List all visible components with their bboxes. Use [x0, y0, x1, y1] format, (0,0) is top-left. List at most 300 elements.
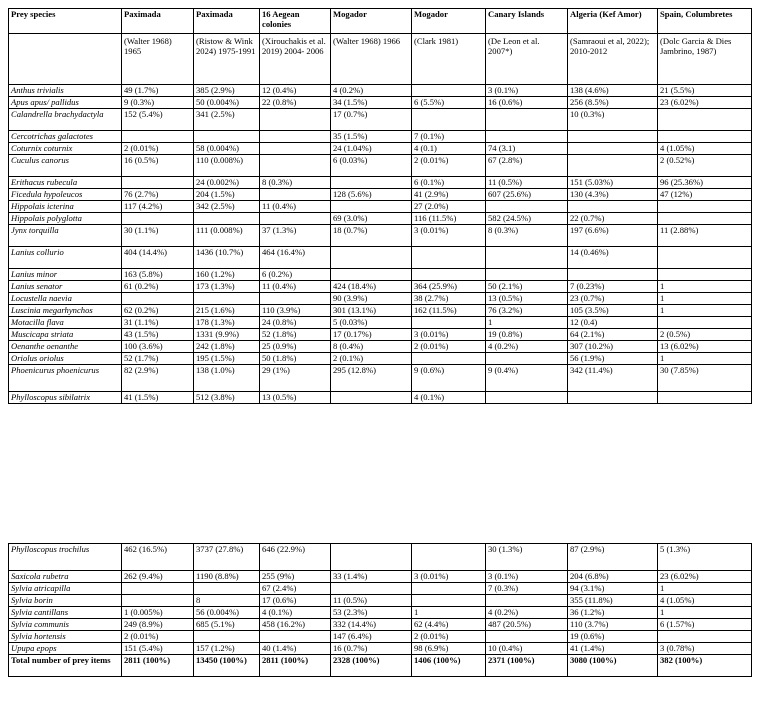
table-row: [9, 143, 752, 155]
prey-count: [194, 293, 260, 305]
prey-count: 4 (1.05%): [658, 143, 752, 155]
totals-label: Total number of prey items: [9, 655, 122, 677]
species-name: Phylloscopus trochilus: [9, 544, 122, 571]
prey-count: [658, 201, 752, 213]
prey-count: 40 (1.4%): [260, 643, 331, 655]
prey-count: [486, 595, 568, 607]
prey-count: 162 (11.5%): [412, 305, 486, 317]
prey-count: [412, 269, 486, 281]
prey-count: 30 (1.1%): [122, 225, 194, 247]
prey-count: 173 (1.3%): [194, 281, 260, 293]
prey-count: 6 (5.5%): [412, 97, 486, 109]
prey-count: [331, 201, 412, 213]
prey-count: [412, 353, 486, 365]
table-row: [9, 131, 752, 143]
total-count: 2328 (100%): [331, 655, 412, 677]
table-row: [9, 571, 752, 583]
prey-count: 76 (2.7%): [122, 189, 194, 201]
prey-count: 3 (0.1%): [486, 571, 568, 583]
prey-count: 342 (2.5%): [194, 201, 260, 213]
prey-count: 110 (3.7%): [568, 619, 658, 631]
prey-count: 16 (0.7%): [331, 643, 412, 655]
prey-count: 29 (1%): [260, 365, 331, 392]
prey-count: [658, 631, 752, 643]
prey-count: [331, 177, 412, 189]
table-row: [9, 317, 752, 329]
table-row: [9, 583, 752, 595]
prey-count: [122, 131, 194, 143]
prey-count: [260, 631, 331, 643]
prey-count: 30 (7.85%): [658, 365, 752, 392]
prey-count: [658, 247, 752, 269]
prey-count: 128 (5.6%): [331, 189, 412, 201]
species-name: Apus apus/ pallidus: [9, 97, 122, 109]
table-row: [9, 595, 752, 607]
species-name: Sylvia atricapilla: [9, 583, 122, 595]
prey-count: 151 (5.4%): [122, 643, 194, 655]
prey-count: 69 (3.0%): [331, 213, 412, 225]
species-name: Ficedula hypoleucos: [9, 189, 122, 201]
prey-count: 16 (0.5%): [122, 155, 194, 177]
prey-count: 364 (25.9%): [412, 281, 486, 293]
prey-count: [658, 317, 752, 329]
prey-count: 37 (1.3%): [260, 225, 331, 247]
total-count: 382 (100%): [658, 655, 752, 677]
prey-count: 22 (0.7%): [568, 213, 658, 225]
species-name: Hippolais polyglotta: [9, 213, 122, 225]
prey-count: [658, 392, 752, 404]
prey-count: 301 (13.1%): [331, 305, 412, 317]
prey-count: 6 (1.57%): [658, 619, 752, 631]
prey-count: 10 (0.3%): [568, 109, 658, 131]
prey-count: 262 (9.4%): [122, 571, 194, 583]
prey-count: 4 (0.2%): [331, 85, 412, 97]
table-row: [9, 619, 752, 631]
column-header: Paximada: [194, 9, 260, 34]
prey-count: [412, 595, 486, 607]
prey-count: 2 (0.01%): [122, 631, 194, 643]
prey-count: 163 (5.8%): [122, 269, 194, 281]
prey-count: 7 (0.1%): [412, 131, 486, 143]
prey-count: 50 (0.004%): [194, 97, 260, 109]
header-row: [9, 9, 752, 34]
prey-count: [260, 155, 331, 177]
prey-count: 13 (0.5%): [260, 392, 331, 404]
table-row: [9, 544, 752, 571]
prey-count: 512 (3.8%): [194, 392, 260, 404]
table-row: [9, 607, 752, 619]
prey-count: 1: [658, 583, 752, 595]
prey-count: 13 (0.5%): [486, 293, 568, 305]
column-citation: (Dolc Garcia & Dies Jambrino, 1987): [658, 34, 752, 85]
species-name: Phoenicurus phoenicurus: [9, 365, 122, 392]
prey-count: 52 (1.7%): [122, 353, 194, 365]
prey-count: 1190 (8.8%): [194, 571, 260, 583]
prey-count: 38 (2.7%): [412, 293, 486, 305]
prey-count: 4 (0.1): [412, 143, 486, 155]
column-citation: (Samraoui et al, 2022); 2010-2012: [568, 34, 658, 85]
prey-count: 3 (0.1%): [486, 85, 568, 97]
prey-count: 255 (9%): [260, 571, 331, 583]
prey-count: 2 (0.5%): [658, 329, 752, 341]
column-citation: (De Leon et al. 2007*): [486, 34, 568, 85]
prey-count: 607 (25.6%): [486, 189, 568, 201]
table-row: [9, 341, 752, 353]
prey-count: [260, 213, 331, 225]
prey-count: [568, 392, 658, 404]
prey-count: 6 (0.1%): [412, 177, 486, 189]
total-count: 13450 (100%): [194, 655, 260, 677]
prey-count: 50 (2.1%): [486, 281, 568, 293]
prey-count: [412, 544, 486, 571]
prey-count: [122, 583, 194, 595]
prey-count: [412, 317, 486, 329]
prey-count: 14 (0.46%): [568, 247, 658, 269]
prey-count: [412, 109, 486, 131]
prey-count: [260, 189, 331, 201]
prey-count: 41 (1.5%): [122, 392, 194, 404]
prey-count: [658, 213, 752, 225]
prey-count: 582 (24.5%): [486, 213, 568, 225]
prey-count: 332 (14.4%): [331, 619, 412, 631]
totals-row: [9, 655, 752, 677]
prey-table-part-2: [8, 543, 752, 677]
table-row: [9, 305, 752, 317]
prey-count: 67 (2.4%): [260, 583, 331, 595]
prey-count: [486, 269, 568, 281]
prey-count: 47 (12%): [658, 189, 752, 201]
prey-count: 64 (2.1%): [568, 329, 658, 341]
column-citation: (Ristow & Wink 2024) 1975-1991: [194, 34, 260, 85]
prey-count: 464 (16.4%): [260, 247, 331, 269]
column-header: Algeria (Kef Amor): [568, 9, 658, 34]
prey-count: 3 (0.01%): [412, 329, 486, 341]
column-header: 16 Aegean colonies: [260, 9, 331, 34]
prey-count: 3737 (27.8%): [194, 544, 260, 571]
table-row: [9, 353, 752, 365]
prey-count: 341 (2.5%): [194, 109, 260, 131]
prey-count: 197 (6.6%): [568, 225, 658, 247]
prey-count: 18 (0.7%): [331, 225, 412, 247]
species-name: Erithacus rubecula: [9, 177, 122, 189]
column-citation: (Walter 1968) 1965: [122, 34, 194, 85]
prey-count: [331, 247, 412, 269]
column-header: Paximada: [122, 9, 194, 34]
prey-count: 9 (0.4%): [486, 365, 568, 392]
species-name: Jynx torquilla: [9, 225, 122, 247]
prey-count: 43 (1.5%): [122, 329, 194, 341]
prey-count: 53 (2.3%): [331, 607, 412, 619]
prey-count: 7 (0.23%): [568, 281, 658, 293]
column-citation: (Walter 1968) 1966: [331, 34, 412, 85]
prey-count: 49 (1.7%): [122, 85, 194, 97]
prey-count: 50 (1.8%): [260, 353, 331, 365]
prey-count: 152 (5.4%): [122, 109, 194, 131]
table-row: [9, 281, 752, 293]
prey-count: 94 (3.1%): [568, 583, 658, 595]
column-header: Mogador: [412, 9, 486, 34]
total-count: 2811 (100%): [260, 655, 331, 677]
prey-count: 138 (4.6%): [568, 85, 658, 97]
prey-count: [260, 109, 331, 131]
prey-count: 61 (0.2%): [122, 281, 194, 293]
prey-count: 11 (0.5%): [331, 595, 412, 607]
prey-count: [486, 631, 568, 643]
prey-count: 90 (3.9%): [331, 293, 412, 305]
column-header: Mogador: [331, 9, 412, 34]
prey-count: 195 (1.5%): [194, 353, 260, 365]
prey-count: 36 (1.2%): [568, 607, 658, 619]
prey-count: 23 (6.02%): [658, 97, 752, 109]
prey-count: 110 (0.008%): [194, 155, 260, 177]
prey-count: [412, 583, 486, 595]
prey-count: 23 (0.7%): [568, 293, 658, 305]
prey-count: 33 (1.4%): [331, 571, 412, 583]
prey-count: 1: [658, 353, 752, 365]
prey-count: 646 (22.9%): [260, 544, 331, 571]
prey-count: 41 (2.9%): [412, 189, 486, 201]
prey-count: 204 (1.5%): [194, 189, 260, 201]
prey-count: 130 (4.3%): [568, 189, 658, 201]
table-row: [9, 225, 752, 247]
prey-count: [122, 293, 194, 305]
total-count: 3080 (100%): [568, 655, 658, 677]
prey-count: 204 (6.8%): [568, 571, 658, 583]
prey-count: 22 (0.8%): [260, 97, 331, 109]
prey-count: 3 (0.78%): [658, 643, 752, 655]
prey-count: 25 (0.9%): [260, 341, 331, 353]
column-citation: [9, 34, 122, 85]
table-row: [9, 392, 752, 404]
prey-count: 16 (0.6%): [486, 97, 568, 109]
prey-count: 62 (4.4%): [412, 619, 486, 631]
prey-count: 4 (0.1%): [260, 607, 331, 619]
species-name: Lanius collurio: [9, 247, 122, 269]
prey-count: 4 (0.2%): [486, 607, 568, 619]
prey-count: 105 (3.5%): [568, 305, 658, 317]
total-count: 2371 (100%): [486, 655, 568, 677]
prey-count: 19 (0.6%): [568, 631, 658, 643]
prey-count: 6 (0.03%): [331, 155, 412, 177]
species-name: Lanius senator: [9, 281, 122, 293]
prey-count: 1: [658, 607, 752, 619]
prey-count: 82 (2.9%): [122, 365, 194, 392]
prey-count: 342 (11.4%): [568, 365, 658, 392]
species-name: Luscinia megarhynchos: [9, 305, 122, 317]
species-name: Sylvia borin: [9, 595, 122, 607]
prey-count: 4 (1.05%): [658, 595, 752, 607]
species-name: Motacilla flava: [9, 317, 122, 329]
prey-count: 1436 (10.7%): [194, 247, 260, 269]
prey-count: 34 (1.5%): [331, 97, 412, 109]
prey-count: 31 (1.1%): [122, 317, 194, 329]
prey-count: 458 (16.2%): [260, 619, 331, 631]
prey-count: [412, 247, 486, 269]
total-count: 1406 (100%): [412, 655, 486, 677]
prey-count: 117 (4.2%): [122, 201, 194, 213]
prey-count: [194, 631, 260, 643]
species-name: Hippolais icterina: [9, 201, 122, 213]
prey-count: 56 (1.9%): [568, 353, 658, 365]
prey-count: 11 (0.4%): [260, 201, 331, 213]
species-name: Locustella naevia: [9, 293, 122, 305]
prey-count: [486, 247, 568, 269]
table-row: [9, 201, 752, 213]
prey-count: 9 (0.6%): [412, 365, 486, 392]
prey-count: 3 (0.01%): [412, 225, 486, 247]
table-row: [9, 97, 752, 109]
prey-count: 2 (0.01%): [412, 155, 486, 177]
prey-count: 1331 (9.9%): [194, 329, 260, 341]
table-row: [9, 109, 752, 131]
prey-count: [568, 269, 658, 281]
prey-count: 242 (1.8%): [194, 341, 260, 353]
column-header: Spain, Columbretes: [658, 9, 752, 34]
prey-count: 76 (3.2%): [486, 305, 568, 317]
table-row: [9, 155, 752, 177]
column-header: Canary Islands: [486, 9, 568, 34]
prey-count: 87 (2.9%): [568, 544, 658, 571]
prey-count: 1: [658, 305, 752, 317]
prey-count: 256 (8.5%): [568, 97, 658, 109]
prey-count: [260, 131, 331, 143]
prey-count: 295 (12.8%): [331, 365, 412, 392]
column-header: Prey species: [9, 9, 122, 34]
table-row: [9, 329, 752, 341]
prey-count: [486, 353, 568, 365]
species-name: Calandrella brachydactyla: [9, 109, 122, 131]
prey-count: 138 (1.0%): [194, 365, 260, 392]
prey-count: [412, 85, 486, 97]
prey-count: 17 (0.7%): [331, 109, 412, 131]
table-row: [9, 177, 752, 189]
prey-table-part-1: [8, 8, 752, 404]
prey-count: 30 (1.3%): [486, 544, 568, 571]
prey-count: 21 (5.5%): [658, 85, 752, 97]
species-name: Saxicola rubetra: [9, 571, 122, 583]
total-count: 2811 (100%): [122, 655, 194, 677]
table-row: [9, 247, 752, 269]
prey-count: 307 (10.2%): [568, 341, 658, 353]
prey-count: 19 (0.8%): [486, 329, 568, 341]
prey-count: [486, 392, 568, 404]
species-name: Anthus trivialis: [9, 85, 122, 97]
prey-count: 10 (0.4%): [486, 643, 568, 655]
column-citation: (Xirouchakis et al. 2019) 2004- 2006: [260, 34, 331, 85]
prey-count: 116 (11.5%): [412, 213, 486, 225]
prey-count: 215 (1.6%): [194, 305, 260, 317]
species-name: Oenanthe oenanthe: [9, 341, 122, 353]
prey-count: 8 (0.3%): [260, 177, 331, 189]
prey-count: 1: [658, 281, 752, 293]
prey-count: 8 (0.4%): [331, 341, 412, 353]
prey-count: [194, 131, 260, 143]
table-row: [9, 85, 752, 97]
prey-count: 178 (1.3%): [194, 317, 260, 329]
prey-count: [331, 544, 412, 571]
prey-count: 12 (0.4%): [260, 85, 331, 97]
species-name: Coturnix coturnix: [9, 143, 122, 155]
prey-count: 96 (25.36%): [658, 177, 752, 189]
prey-count: 3 (0.01%): [412, 571, 486, 583]
table-row: [9, 189, 752, 201]
species-name: Phylloscopus sibilatrix: [9, 392, 122, 404]
prey-count: 24 (0.002%): [194, 177, 260, 189]
prey-count: 58 (0.004%): [194, 143, 260, 155]
prey-count: 1: [486, 317, 568, 329]
species-name: Oriolus oriolus: [9, 353, 122, 365]
prey-count: 100 (3.6%): [122, 341, 194, 353]
prey-count: [194, 213, 260, 225]
species-name: Sylvia hortensis: [9, 631, 122, 643]
prey-count: 7 (0.3%): [486, 583, 568, 595]
prey-count: 385 (2.9%): [194, 85, 260, 97]
prey-count: 24 (1.04%): [331, 143, 412, 155]
prey-count: 27 (2.0%): [412, 201, 486, 213]
table-row: [9, 213, 752, 225]
prey-count: 160 (1.2%): [194, 269, 260, 281]
prey-count: [331, 269, 412, 281]
prey-count: [658, 131, 752, 143]
species-name: Cercotrichas galactotes: [9, 131, 122, 143]
prey-count: 462 (16.5%): [122, 544, 194, 571]
prey-count: [568, 201, 658, 213]
prey-count: 111 (0.008%): [194, 225, 260, 247]
prey-count: 98 (6.9%): [412, 643, 486, 655]
prey-count: 74 (3.1): [486, 143, 568, 155]
prey-count: 17 (0.17%): [331, 329, 412, 341]
prey-count: [568, 143, 658, 155]
prey-count: 12 (0.4): [568, 317, 658, 329]
prey-count: 249 (8.9%): [122, 619, 194, 631]
prey-count: 404 (14.4%): [122, 247, 194, 269]
table-row: [9, 643, 752, 655]
prey-count: [260, 293, 331, 305]
table-row: [9, 631, 752, 643]
prey-count: 23 (6.02%): [658, 571, 752, 583]
prey-count: 4 (0.1%): [412, 392, 486, 404]
prey-count: 685 (5.1%): [194, 619, 260, 631]
prey-count: 67 (2.8%): [486, 155, 568, 177]
prey-count: [486, 201, 568, 213]
prey-count: [331, 583, 412, 595]
prey-count: 2 (0.01%): [412, 631, 486, 643]
prey-count: [122, 177, 194, 189]
prey-count: 424 (18.4%): [331, 281, 412, 293]
prey-count: [122, 595, 194, 607]
prey-count: [568, 131, 658, 143]
prey-count: 11 (0.5%): [486, 177, 568, 189]
prey-count: 11 (2.88%): [658, 225, 752, 247]
prey-count: [658, 109, 752, 131]
prey-count: 1 (0.005%): [122, 607, 194, 619]
prey-count: 11 (0.4%): [260, 281, 331, 293]
prey-count: 8: [194, 595, 260, 607]
prey-count: 2 (0.01%): [122, 143, 194, 155]
prey-count: 8 (0.3%): [486, 225, 568, 247]
prey-count: [658, 269, 752, 281]
species-name: Upupa epops: [9, 643, 122, 655]
table-row: [9, 365, 752, 392]
species-name: Sylvia cantillans: [9, 607, 122, 619]
prey-count: 9 (0.3%): [122, 97, 194, 109]
prey-count: [260, 143, 331, 155]
prey-count: 62 (0.2%): [122, 305, 194, 317]
species-name: Cuculus canorus: [9, 155, 122, 177]
prey-count: [568, 155, 658, 177]
prey-count: 355 (11.8%): [568, 595, 658, 607]
prey-count: [331, 392, 412, 404]
